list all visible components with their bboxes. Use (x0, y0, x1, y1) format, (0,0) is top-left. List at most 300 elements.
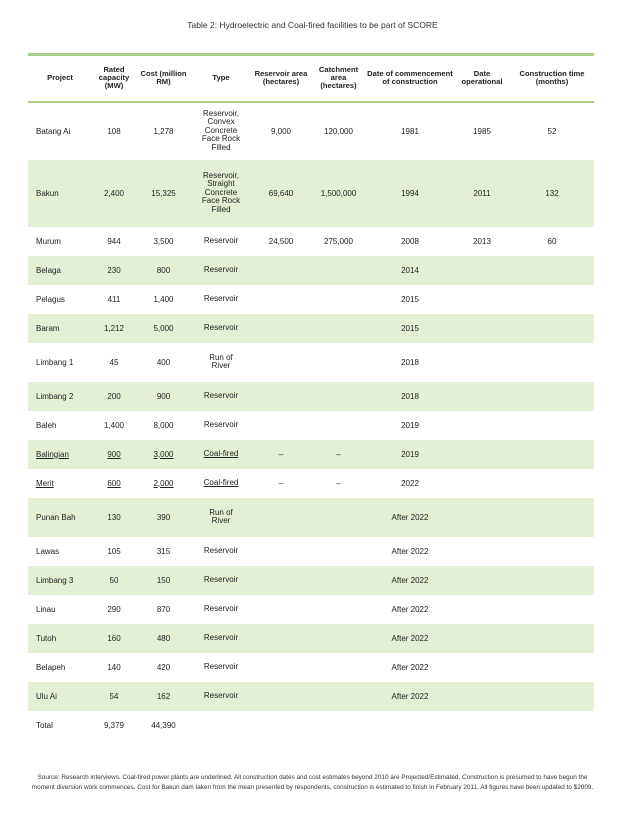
project-cell-text: Merit (36, 478, 54, 488)
table-row (28, 682, 594, 711)
construction-time-cell (510, 566, 594, 595)
type-cell (191, 469, 251, 498)
cost-cell (136, 566, 191, 595)
table-row (28, 160, 594, 227)
empty-cell (191, 711, 251, 741)
commencement-cell (366, 256, 454, 285)
project-cell (28, 343, 92, 382)
project-cell-text: Pelagus (36, 294, 65, 304)
catchment-area-cell (311, 343, 366, 382)
reservoir-area-cell-text: – (278, 449, 284, 459)
capacity-cell-text: 45 (109, 357, 119, 367)
capacity-cell (92, 227, 136, 256)
capacity-cell (92, 314, 136, 343)
table-caption: Table 2: Hydroelectric and Coal-fired facilities to be part of SCORE (187, 20, 438, 30)
type-cell-text: Reservoir (203, 420, 239, 430)
cost-cell (136, 595, 191, 624)
capacity-cell (92, 256, 136, 285)
cost-cell (136, 682, 191, 711)
capacity-cell (92, 498, 136, 537)
capacity-cell-text: 160 (107, 633, 121, 643)
catchment-area-cell (311, 285, 366, 314)
type-cell-text: Reservoir (203, 633, 239, 643)
reservoir-area-cell (251, 314, 311, 343)
operational-cell (454, 440, 510, 469)
commencement-cell (366, 382, 454, 411)
commencement-cell (366, 624, 454, 653)
project-cell-text: Murum (36, 236, 61, 246)
capacity-cell-text: 54 (109, 691, 119, 701)
table-row (28, 314, 594, 343)
cost-cell (136, 411, 191, 440)
commencement-cell-text: 2015 (401, 323, 419, 333)
empty-cell (311, 711, 366, 741)
table-row (28, 440, 594, 469)
reservoir-area-cell (251, 411, 311, 440)
type-cell (191, 256, 251, 285)
table-row (28, 256, 594, 285)
cost-cell (136, 314, 191, 343)
total-row (28, 711, 594, 741)
empty-cell (510, 711, 594, 741)
catchment-area-cell-text: 1,500,000 (320, 188, 357, 198)
reservoir-area-cell-text: 69,640 (268, 188, 294, 198)
capacity-cell (92, 102, 136, 160)
table-row (28, 382, 594, 411)
construction-time-cell (510, 411, 594, 440)
type-cell (191, 653, 251, 682)
type-cell-text: Reservoir (203, 323, 239, 333)
project-cell (28, 285, 92, 314)
reservoir-area-cell (251, 227, 311, 256)
type-cell (191, 411, 251, 440)
capacity-cell (92, 160, 136, 227)
type-cell (191, 537, 251, 566)
cost-cell-text: 390 (156, 512, 171, 522)
capacity-cell (92, 343, 136, 382)
type-cell (191, 285, 251, 314)
project-cell (28, 102, 92, 160)
capacity-cell-text: 140 (107, 662, 121, 672)
commencement-cell-text: 1994 (401, 188, 419, 198)
table-row (28, 411, 594, 440)
commencement-cell (366, 653, 454, 682)
construction-time-cell (510, 498, 594, 537)
capacity-cell (92, 537, 136, 566)
reservoir-area-cell-text: 24,500 (268, 236, 294, 246)
operational-cell-text: 1985 (473, 126, 491, 136)
cost-cell-text: 3,500 (153, 236, 174, 246)
capacity-cell-text: 105 (107, 546, 121, 556)
type-cell-text: Reservoir (203, 691, 239, 701)
catchment-area-cell-text: – (336, 449, 341, 459)
type-cell-text: Reservoir, Convex Concrete Face Rock Filled (201, 108, 241, 152)
commencement-cell-text: After 2022 (391, 546, 429, 556)
cost-cell (136, 102, 191, 160)
type-cell (191, 102, 251, 160)
commencement-cell-text: 2018 (401, 391, 419, 401)
cost-cell (136, 256, 191, 285)
capacity-cell (92, 653, 136, 682)
cost-cell (136, 498, 191, 537)
type-cell-text: Run of River (209, 507, 233, 525)
capacity-cell (92, 595, 136, 624)
cost-cell-text: 8,000 (153, 420, 174, 430)
project-cell-text: Lawas (36, 546, 60, 556)
catchment-area-cell (311, 227, 366, 256)
project-cell (28, 256, 92, 285)
project-cell (28, 498, 92, 537)
capacity-cell-text: 290 (107, 604, 121, 614)
project-cell-text: Baram (36, 323, 60, 333)
project-cell (28, 653, 92, 682)
reservoir-area-cell-text: – (278, 478, 284, 488)
table-header (28, 55, 594, 102)
catchment-area-cell (311, 382, 366, 411)
commencement-cell (366, 285, 454, 314)
header-commencement: Date of commencement of construction (366, 55, 454, 102)
type-cell (191, 498, 251, 537)
header-operational: Date operational (454, 55, 510, 102)
cost-cell (136, 227, 191, 256)
operational-cell-text: 2011 (473, 188, 491, 198)
table-row (28, 653, 594, 682)
reservoir-area-cell (251, 595, 311, 624)
operational-cell (454, 314, 510, 343)
cost-cell (136, 160, 191, 227)
cost-cell (136, 469, 191, 498)
capacity-cell (92, 469, 136, 498)
type-cell (191, 682, 251, 711)
operational-cell (454, 498, 510, 537)
construction-time-cell (510, 343, 594, 382)
construction-time-cell (510, 537, 594, 566)
project-cell-text: Belaga (36, 265, 61, 275)
catchment-area-cell (311, 537, 366, 566)
capacity-cell (92, 382, 136, 411)
commencement-cell (366, 102, 454, 160)
cost-cell (136, 343, 191, 382)
cost-cell-text: 400 (156, 357, 171, 367)
capacity-cell-text: 230 (107, 265, 121, 275)
commencement-cell-text: After 2022 (391, 633, 429, 643)
construction-time-cell (510, 624, 594, 653)
table-row (28, 595, 594, 624)
project-cell-text: Bakun (36, 188, 59, 198)
type-cell-text: Reservoir (203, 575, 239, 585)
catchment-area-cell (311, 566, 366, 595)
capacity-cell-text: 411 (107, 294, 121, 304)
capacity-cell-text: 900 (107, 449, 121, 459)
project-cell (28, 440, 92, 469)
commencement-cell-text: 2018 (401, 357, 419, 367)
commencement-cell-text: 2019 (401, 449, 419, 459)
construction-time-cell (510, 160, 594, 227)
operational-cell (454, 595, 510, 624)
header-project: Project (28, 55, 92, 102)
type-cell-text: Reservoir (203, 391, 239, 401)
cost-cell (136, 624, 191, 653)
commencement-cell-text: 2014 (401, 265, 419, 275)
catchment-area-cell (311, 314, 366, 343)
commencement-cell (366, 411, 454, 440)
header-capacity: Rated capacity (MW) (92, 55, 136, 102)
capacity-cell (92, 440, 136, 469)
reservoir-area-cell (251, 256, 311, 285)
commencement-cell (366, 498, 454, 537)
operational-cell (454, 537, 510, 566)
commencement-cell-text: After 2022 (391, 604, 429, 614)
construction-time-cell (510, 653, 594, 682)
capacity-cell-text: 130 (107, 512, 121, 522)
capacity-cell (92, 682, 136, 711)
commencement-cell (366, 227, 454, 256)
catchment-area-cell (311, 411, 366, 440)
cost-cell-text: 2,000 (153, 478, 174, 488)
operational-cell (454, 469, 510, 498)
type-cell (191, 160, 251, 227)
project-cell-text: Batang Ai (36, 126, 71, 136)
operational-cell (454, 411, 510, 440)
type-cell-text: Coal-fired (203, 449, 239, 459)
cost-cell-text: 870 (156, 604, 171, 614)
reservoir-area-cell (251, 469, 311, 498)
catchment-area-cell (311, 440, 366, 469)
type-cell (191, 595, 251, 624)
header-construction-time: Construction time (months) (510, 55, 594, 102)
empty-cell (366, 711, 454, 741)
header-reservoir-area: Reservoir area (hectares) (251, 55, 311, 102)
cost-cell-text: 1,400 (153, 294, 174, 304)
catchment-area-cell (311, 102, 366, 160)
table-row (28, 227, 594, 256)
table-row (28, 285, 594, 314)
operational-cell (454, 566, 510, 595)
source-note: Source: Research interviews. Coal-fired power plants are underlined. All construction dates and cost estimates beyond 2010 are Projected/Estimated. Construction is presumed to have begun the moment diversion work commences. Cost for Bakun dam taken from the mean presented by respondents, construction is estimated to finish in February 2011. All figures have been updated to $2009. (31, 774, 594, 791)
table-row (28, 498, 594, 537)
total-capacity: 9,379 (103, 721, 125, 730)
capacity-cell-text: 108 (107, 126, 121, 136)
type-cell (191, 566, 251, 595)
operational-cell (454, 160, 510, 227)
construction-time-cell (510, 256, 594, 285)
table-row (28, 469, 594, 498)
capacity-cell (92, 411, 136, 440)
table-row (28, 624, 594, 653)
construction-time-cell (510, 595, 594, 624)
catchment-area-cell (311, 653, 366, 682)
catchment-area-cell (311, 595, 366, 624)
construction-time-cell-text: 60 (547, 236, 557, 246)
project-cell (28, 682, 92, 711)
construction-time-cell (510, 682, 594, 711)
capacity-cell-text: 600 (107, 478, 121, 488)
cost-cell (136, 440, 191, 469)
operational-cell (454, 624, 510, 653)
type-cell-text: Reservoir (203, 604, 239, 614)
project-cell-text: Linau (36, 604, 56, 614)
construction-time-cell-text: 52 (547, 126, 557, 136)
commencement-cell-text: 2022 (401, 478, 419, 488)
table-row (28, 102, 594, 160)
cost-cell-text: 162 (156, 691, 171, 701)
reservoir-area-cell (251, 160, 311, 227)
cost-cell-text: 3,000 (153, 449, 174, 459)
catchment-area-cell (311, 256, 366, 285)
project-cell (28, 314, 92, 343)
commencement-cell-text: After 2022 (391, 575, 429, 585)
catchment-area-cell (311, 624, 366, 653)
type-cell (191, 314, 251, 343)
type-cell (191, 382, 251, 411)
catchment-area-cell-text: – (336, 478, 341, 488)
table-body (28, 102, 594, 711)
operational-cell (454, 653, 510, 682)
capacity-cell-text: 1,212 (103, 323, 125, 333)
reservoir-area-cell (251, 440, 311, 469)
type-cell-text: Reservoir (203, 294, 239, 304)
project-cell (28, 624, 92, 653)
commencement-cell-text: 1981 (401, 126, 419, 136)
type-cell (191, 343, 251, 382)
reservoir-area-cell (251, 653, 311, 682)
capacity-cell (92, 624, 136, 653)
catchment-area-cell (311, 682, 366, 711)
table-row (28, 537, 594, 566)
construction-time-cell (510, 227, 594, 256)
commencement-cell (366, 537, 454, 566)
cost-cell-text: 1,278 (153, 126, 174, 136)
table-row (28, 566, 594, 595)
commencement-cell-text: After 2022 (391, 691, 429, 701)
cost-cell-text: 800 (156, 265, 171, 275)
header-cost: Cost (million RM) (136, 55, 191, 102)
type-cell-text: Coal-fired (203, 478, 239, 488)
capacity-cell-text: 50 (109, 575, 119, 585)
project-cell-text: Limbang 1 (36, 357, 74, 367)
commencement-cell-text: 2019 (401, 420, 419, 430)
operational-cell (454, 102, 510, 160)
project-cell-text: Balingian (36, 449, 69, 459)
reservoir-area-cell (251, 285, 311, 314)
project-cell-text: Tutoh (36, 633, 57, 643)
reservoir-area-cell (251, 624, 311, 653)
project-cell-text: Limbang 3 (36, 575, 74, 585)
cost-cell-text: 5,000 (153, 323, 174, 333)
commencement-cell (366, 440, 454, 469)
project-cell (28, 537, 92, 566)
type-cell-text: Reservoir (203, 662, 239, 672)
cost-cell-text: 900 (156, 391, 171, 401)
reservoir-area-cell (251, 382, 311, 411)
project-cell (28, 227, 92, 256)
catchment-area-cell (311, 498, 366, 537)
commencement-cell (366, 160, 454, 227)
capacity-cell-text: 200 (107, 391, 121, 401)
reservoir-area-cell (251, 682, 311, 711)
operational-cell (454, 682, 510, 711)
commencement-cell (366, 469, 454, 498)
project-cell (28, 160, 92, 227)
type-cell-text: Reservoir, Straight Concrete Face Rock Filled (201, 170, 241, 214)
operational-cell (454, 382, 510, 411)
capacity-cell-text: 2,400 (103, 188, 125, 198)
commencement-cell (366, 314, 454, 343)
catchment-area-cell (311, 160, 366, 227)
catchment-area-cell-text: 120,000 (324, 126, 353, 136)
cost-cell (136, 285, 191, 314)
cost-cell-text: 420 (156, 662, 171, 672)
project-cell (28, 469, 92, 498)
reservoir-area-cell (251, 537, 311, 566)
cost-cell (136, 382, 191, 411)
type-cell-text: Reservoir (203, 236, 239, 246)
cost-cell-text: 15,325 (151, 188, 176, 198)
capacity-cell (92, 566, 136, 595)
commencement-cell-text: After 2022 (391, 512, 429, 522)
type-cell-text: Reservoir (203, 265, 239, 275)
construction-time-cell (510, 102, 594, 160)
commencement-cell (366, 566, 454, 595)
project-cell (28, 566, 92, 595)
commencement-cell (366, 595, 454, 624)
cost-cell-text: 480 (156, 633, 171, 643)
catchment-area-cell-text: 275,000 (324, 236, 353, 246)
type-cell (191, 440, 251, 469)
operational-cell (454, 227, 510, 256)
project-cell-text: Baleh (36, 420, 57, 430)
project-cell-text: Belapeh (36, 662, 66, 672)
reservoir-area-cell (251, 343, 311, 382)
type-cell (191, 227, 251, 256)
commencement-cell (366, 682, 454, 711)
operational-cell (454, 285, 510, 314)
construction-time-cell (510, 314, 594, 343)
commencement-cell (366, 343, 454, 382)
project-cell-text: Limbang 2 (36, 391, 74, 401)
project-cell (28, 382, 92, 411)
construction-time-cell (510, 285, 594, 314)
construction-time-cell (510, 382, 594, 411)
commencement-cell-text: 2008 (401, 236, 419, 246)
catchment-area-cell (311, 469, 366, 498)
reservoir-area-cell (251, 102, 311, 160)
commencement-cell-text: After 2022 (391, 662, 429, 672)
project-cell-text: Ulu Ai (36, 691, 57, 701)
reservoir-area-cell (251, 566, 311, 595)
operational-cell (454, 343, 510, 382)
project-cell-text: Punan Bah (36, 512, 76, 522)
cost-cell (136, 537, 191, 566)
operational-cell (454, 256, 510, 285)
cost-cell-text: 150 (156, 575, 171, 585)
construction-time-cell (510, 469, 594, 498)
table-row (28, 343, 594, 382)
total-cost: 44,390 (151, 721, 176, 730)
type-cell-text: Run of River (209, 352, 233, 370)
type-cell-text: Reservoir (203, 546, 239, 556)
construction-time-cell (510, 440, 594, 469)
commencement-cell-text: 2015 (401, 294, 419, 304)
construction-time-cell-text: 132 (545, 188, 559, 198)
total-label: Total (36, 721, 53, 730)
header-catchment-area: Catchment area (hectares) (311, 55, 366, 102)
project-cell (28, 595, 92, 624)
empty-cell (454, 711, 510, 741)
type-cell (191, 624, 251, 653)
facilities-table (28, 53, 594, 741)
header-type: Type (191, 55, 251, 102)
